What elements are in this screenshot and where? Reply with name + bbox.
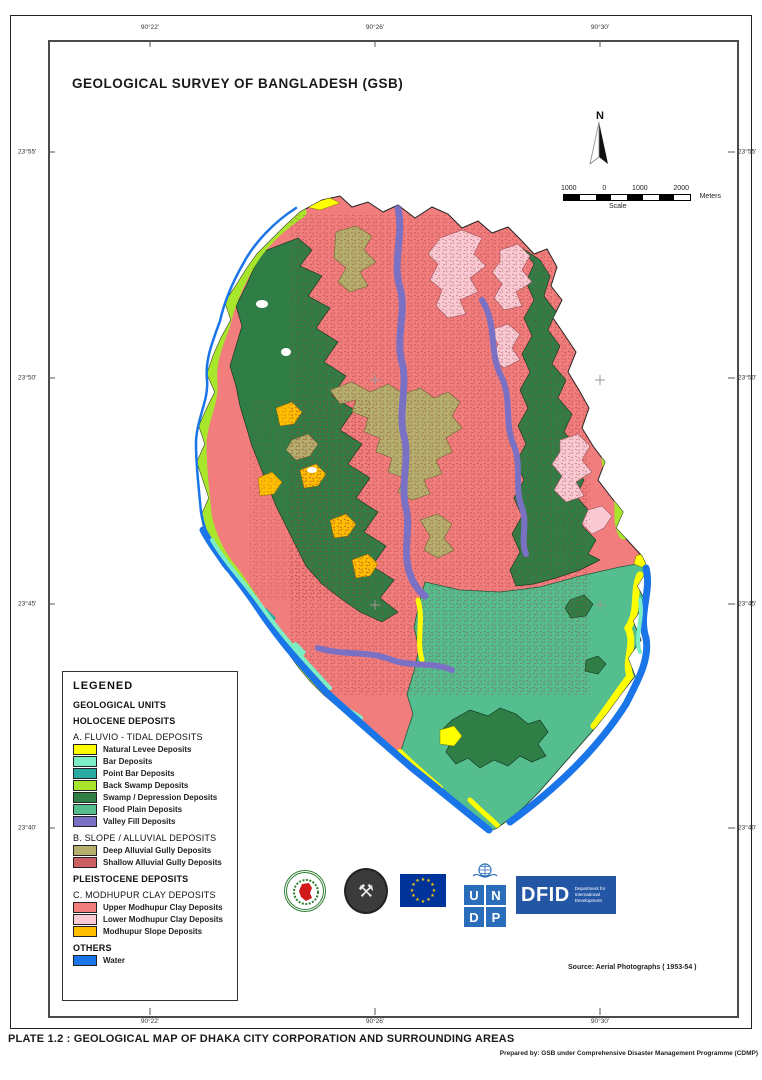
eu-star-icon: ★ — [426, 897, 431, 904]
legend-box — [62, 671, 238, 1001]
legend-swatch — [73, 804, 97, 815]
legend-item-label: Lower Modhupur Clay Deposits — [103, 915, 224, 924]
legend-swatch — [73, 926, 97, 937]
eu-star-icon: ★ — [411, 893, 416, 899]
un-emblem-icon — [468, 862, 502, 878]
graticule-label-top: 90°30' — [590, 24, 610, 31]
legend-item-label: Natural Levee Deposits — [103, 745, 192, 754]
legend-item-label: Modhupur Slope Deposits — [103, 927, 203, 936]
legend-item — [73, 768, 237, 779]
graticule-label-right: 23°50' — [738, 374, 757, 382]
undp-letters: U N D P — [464, 885, 508, 927]
graticule-label-right: 23°55' — [738, 148, 757, 156]
legend-item — [73, 792, 237, 803]
eu-star-icon: ★ — [430, 893, 435, 899]
legend-heading: A. FLUVIO - TIDAL DEPOSITS — [73, 732, 203, 742]
legend-item — [73, 756, 237, 767]
eu-star-icon: ★ — [430, 882, 435, 888]
graticule-label-top: 90°22' — [140, 24, 160, 31]
legend-item-label: Water — [103, 956, 125, 965]
legend-heading: HOLOCENE DEPOSITS — [73, 716, 176, 726]
eu-flag-icon — [400, 874, 446, 907]
legend-item — [73, 955, 237, 966]
legend-item — [73, 804, 237, 815]
graticule-label-left: 23°40' — [18, 824, 37, 832]
legend-item — [73, 744, 237, 755]
legend-swatch — [73, 955, 97, 966]
graticule-label-left: 23°50' — [18, 374, 37, 382]
legend-swatch — [73, 768, 97, 779]
legend-item-label: Valley Fill Deposits — [103, 817, 176, 826]
graticule-label-bottom: 90°30' — [590, 1018, 610, 1025]
scale-bar — [551, 185, 721, 210]
plate-caption: PLATE 1.2 : GEOLOGICAL MAP OF DHAKA CITY CORPORATION AND SURROUNDING AREAS — [8, 1033, 515, 1045]
graticule-label-left: 23°55' — [18, 148, 37, 156]
legend-item — [73, 902, 237, 913]
legend-swatch — [73, 792, 97, 803]
legend-item-label: Bar Deposits — [103, 757, 153, 766]
scale-unit: Meters — [699, 193, 721, 200]
graticule-label-left: 23°45' — [18, 600, 37, 608]
legend-swatch — [73, 845, 97, 856]
legend-swatch — [73, 914, 97, 925]
legend-item-label: Flood Plain Deposits — [103, 805, 183, 814]
legend-heading: PLEISTOCENE DEPOSITS — [73, 874, 189, 884]
scale-tick-labels: 1000 0 1000 2000 — [561, 185, 689, 192]
legend-item-label: Point Bar Deposits — [103, 769, 175, 778]
prepared-by-credit: Prepared by: GSB under Comprehensive Disaster Management Programme (CDMP) — [499, 1050, 758, 1057]
dfid-wordmark: DFID — [521, 883, 570, 906]
legend-item-label: Deep Alluvial Gully Deposits — [103, 846, 212, 855]
eu-star-icon: ★ — [420, 876, 426, 883]
legend-item — [73, 914, 237, 925]
legend-swatch — [73, 780, 97, 791]
legend-swatch — [73, 857, 97, 868]
page-title: GEOLOGICAL SURVEY OF BANGLADESH (GSB) — [72, 76, 404, 91]
dfid-logo — [516, 876, 616, 914]
legend-heading: OTHERS — [73, 943, 112, 953]
bangladesh-govt-emblem-icon — [284, 870, 326, 912]
legend-swatch — [73, 902, 97, 913]
north-label: N — [596, 110, 604, 122]
graticule-label-right: 23°40' — [738, 824, 757, 832]
legend-item — [73, 857, 237, 868]
graticule-label-bottom: 90°22' — [140, 1018, 160, 1025]
gsb-seal-icon: ⚒ — [344, 868, 388, 914]
legend-swatch — [73, 816, 97, 827]
eu-star-icon: ★ — [409, 887, 415, 894]
eu-star-icon: ★ — [431, 887, 437, 894]
north-indicator — [578, 106, 622, 176]
legend-swatch — [73, 756, 97, 767]
legend-item-label: Shallow Alluvial Gully Deposits — [103, 858, 222, 867]
eu-star-icon: ★ — [415, 897, 420, 904]
legend-heading: C. MODHUPUR CLAY DEPOSITS — [73, 890, 216, 900]
legend-entries — [73, 700, 237, 966]
legend-item-label: Back Swamp Deposits — [103, 781, 189, 790]
dfid-subtext: Department for International Development — [574, 886, 606, 903]
eu-star-icon: ★ — [411, 882, 416, 888]
legend-item — [73, 845, 237, 856]
undp-logo — [464, 862, 508, 924]
legend-swatch — [73, 744, 97, 755]
legend-title: LEGENED — [73, 680, 134, 692]
legend-heading: B. SLOPE / ALLUVIAL DEPOSITS — [73, 833, 217, 843]
graticule-label-top: 90°26' — [365, 24, 385, 31]
legend-heading: GEOLOGICAL UNITS — [73, 700, 167, 710]
scale-caption: Scale — [609, 203, 627, 210]
graticule-label-right: 23°45' — [738, 600, 757, 608]
graticule-label-bottom: 90°26' — [365, 1018, 385, 1025]
legend-item-label: Upper Modhupur Clay Deposits — [103, 903, 223, 912]
source-note: Source: Aerial Photographs ( 1953-54 ) — [568, 964, 697, 971]
scale-bar-graphic — [563, 194, 691, 201]
eu-star-icon: ★ — [415, 877, 420, 884]
eu-star-icon: ★ — [426, 877, 431, 884]
eu-star-icon: ★ — [420, 898, 426, 905]
legend-item — [73, 816, 237, 827]
legend-item — [73, 780, 237, 791]
legend-item-label: Swamp / Depression Deposits — [103, 793, 218, 802]
legend-item — [73, 926, 237, 937]
